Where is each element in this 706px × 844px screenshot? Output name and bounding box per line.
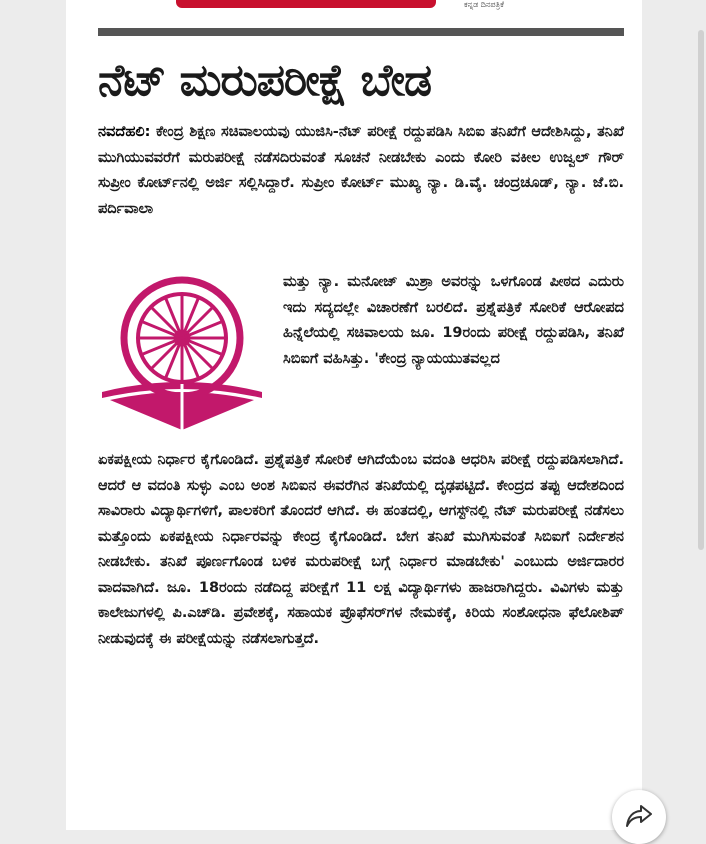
article-headline: ನೆಟ್ ಮರುಪರೀಕ್ಷೆ ಬೇಡ (98, 55, 432, 106)
masthead-tagline: ಕನ್ನಡ ದಿನಪತ್ರಿಕೆ (464, 0, 505, 9)
share-button[interactable] (612, 790, 666, 844)
ugc-emblem-icon (98, 272, 266, 436)
article-dateline: ನವದೆಹಲಿ: (98, 124, 151, 140)
masthead-logo (176, 0, 436, 8)
article-paragraph-bottom: ಏಕಪಕ್ಷೀಯ ನಿರ್ಧಾರ ಕೈಗೊಂಡಿದೆ. ಪ್ರಶ್ನೆಪತ್ರಿಕೆ ಸೋರಿಕೆ ಆಗಿದೆಯೆಂಬ ವದಂತಿ ಆಧರಿಸಿ ಪರೀಕ್ಷೆ ರದ್ದುಪಡಿಸಲಾಗಿದೆ. ಆದರೆ ಆ ವದಂತಿ ಸುಳ್ಳು ಎಂಬ ಅಂಶ ಸಿಬಿಐನ ಈವರೆಗಿನ ತನಿಖೆಯಲ್ಲಿ ದೃಢಪಟ್ಟಿದೆ. ಕೇಂದ್ರದ ತಪ್ಪು ಆದೇಶದಿಂದ ಸಾವಿರಾರು ವಿದ್ಯಾರ್ಥಿಗಳಿಗೆ, ಪಾಲಕರಿಗೆ ತೊಂದರೆ ಆಗಿದೆ. ಈ ಹಂತದಲ್ಲಿ, ಆಗಸ್ಟ್‌ನಲ್ಲಿ ನೆಟ್ ಮರುಪರೀಕ್ಷೆ ನಡೆಸಲು ಮತ್ತೊಂದು ಏಕಪಕ್ಷೀಯ ನಿರ್ಧಾರವನ್ನು ಕೇಂದ್ರ ಕೈಗೊಂಡಿದೆ. ಬೇಗ ತನಿಖೆ ಮುಗಿಸುವಂತೆ ಸಿಬಿಐಗೆ ನಿರ್ದೇಶನ ನೀಡಬೇಕು. ತನಿಖೆ ಪೂರ್ಣಗೊಂಡ ಬಳಿಕ ಮರುಪರೀಕ್ಷೆ ಬಗ್ಗೆ ನಿರ್ಧಾರ ಮಾಡಬೇಕು' ಎಂಬುದು ಅರ್ಜಿದಾರರ ವಾದವಾಗಿದೆ. ಜೂ. 18ರಂದು ನಡೆದಿದ್ದ ಪರೀಕ್ಷೆಗೆ 11 ಲಕ್ಷ ವಿದ್ಯಾರ್ಥಿಗಳು ಹಾಜರಾಗಿದ್ದರು. ವಿವಿಗಳು ಮತ್ತು ಕಾಲೇಜುಗಳಲ್ಲಿ ಪಿ.ಎಚ್‌ಡಿ. ಪ್ರವೇಶಕ್ಕೆ, ಸಹಾಯಕ ಪ್ರೊಫೆಸರ್‌ಗಳ ನೇಮಕಕ್ಕೆ, ಕಿರಿಯ ಸಂಶೋಧನಾ ಫೆಲೋಶಿಪ್ ನೀಡುವುದಕ್ಕೆ ಈ ಪರೀಕ್ಷೆಯನ್ನು ನಡೆಸಲಾಗುತ್ತದೆ. (98, 452, 624, 647)
article-text-top: ಕೇಂದ್ರ ಶಿಕ್ಷಣ ಸಚಿವಾಲಯವು ಯುಜಿಸಿ-ನೆಟ್ ಪರೀಕ್ಷೆ ರದ್ದುಪಡಿಸಿ ಸಿಬಿಐ ತನಿಖೆಗೆ ಆದೇಶಿಸಿದ್ದು, ತನಿಖೆ ಮುಗಿಯುವವರೆಗೆ ಮರುಪರೀಕ್ಷೆ ನಡೆಸದಿರುವಂತೆ ಸೂಚನೆ ನೀಡಬೇಕು ಎಂದು ಕೋರಿ ವಕೀಲ ಉಜ್ವಲ್ ಗೌರ್ ಸುಪ್ರೀಂ ಕೋರ್ಟ್‌ನಲ್ಲಿ ಅರ್ಜಿ ಸಲ್ಲಿಸಿದ್ದಾರೆ. ಸುಪ್ರೀಂ ಕೋರ್ಟ್ ಮುಖ್ಯ ನ್ಯಾ. ಡಿ.ವೈ. ಚಂದ್ರಚೂಡ್, ನ್ಯಾ. ಜೆ.ಬಿ. ಪರ್ದಿವಾಲಾ (98, 124, 624, 217)
article-paragraph-top (98, 120, 624, 270)
share-arrow-icon (625, 804, 653, 828)
headline-rule (98, 28, 624, 36)
article-paragraph-wrap: ಮತ್ತು ನ್ಯಾ. ಮನೋಜ್ ಮಿಶ್ರಾ ಅವರನ್ನು ಒಳಗೊಂಡ ಪೀಠದ ಎದುರು ಇದು ಸದ್ಯದಲ್ಲೇ ವಿಚಾರಣೆಗೆ ಬರಲಿದೆ. ಪ್ರಶ್ನೆಪತ್ರಿಕೆ ಸೋರಿಕೆ ಆರೋಪದ ಹಿನ್ನೆಲೆಯಲ್ಲಿ ಸಚಿವಾಲಯ ಜೂ. 19ರಂದು ಪರೀಕ್ಷೆ ರದ್ದುಪಡಿಸಿ, ತನಿಖೆ ಸಿಬಿಐಗೆ ವಹಿಸಿತ್ತು. 'ಕೇಂದ್ರ ನ್ಯಾಯಯುತವಲ್ಲದ (283, 274, 624, 367)
page-scrollbar[interactable] (698, 30, 704, 550)
